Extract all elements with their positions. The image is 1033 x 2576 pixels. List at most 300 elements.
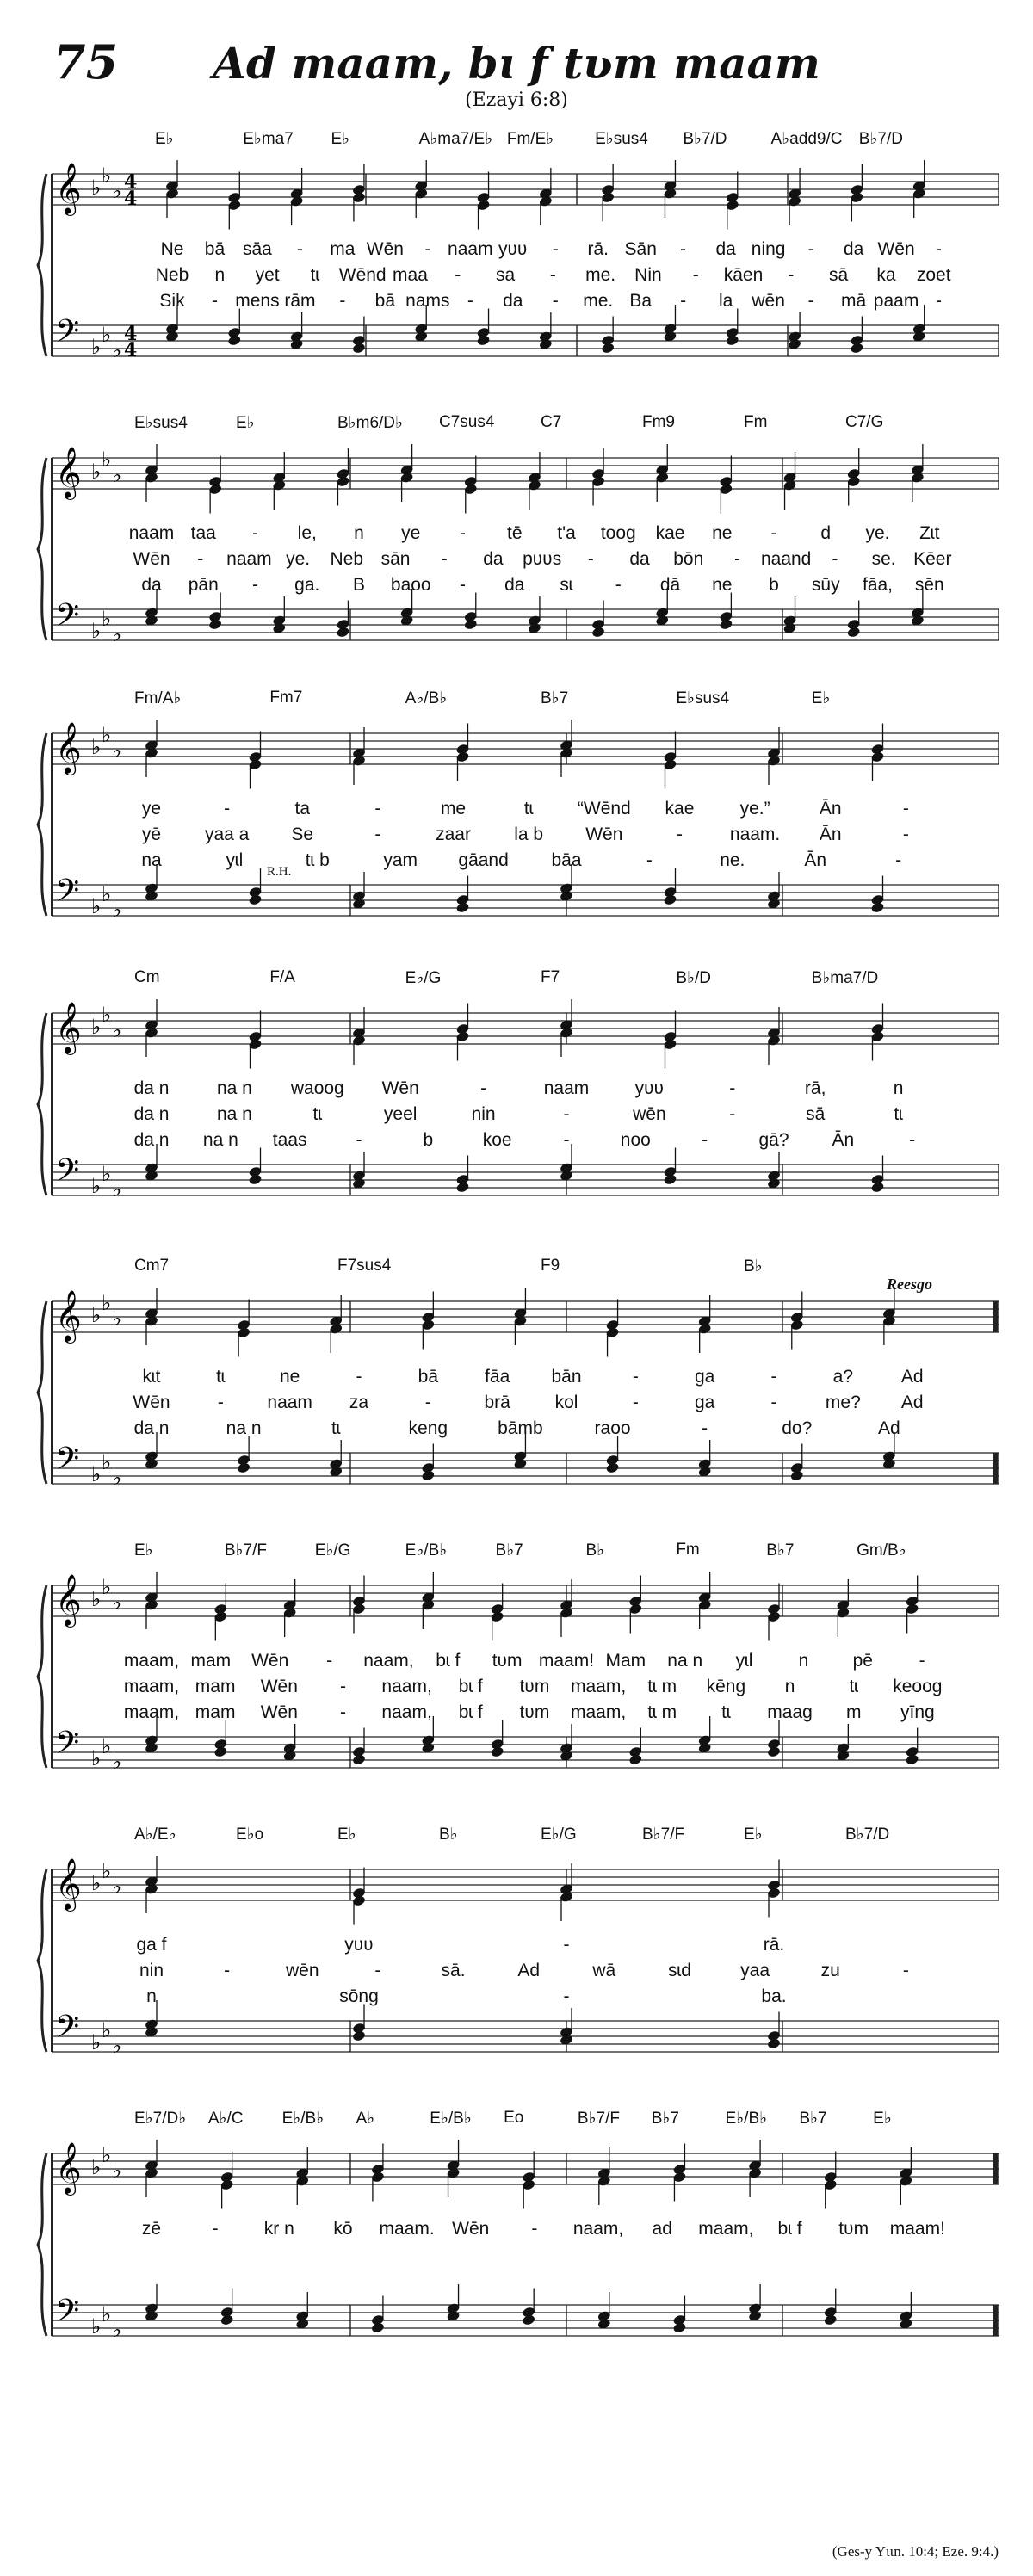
lyric-syllable: da xyxy=(503,291,523,311)
score-system xyxy=(52,129,999,387)
lyric-syllable: sa xyxy=(495,265,516,285)
lyric-syllable: Wēn xyxy=(381,1078,419,1098)
chord-symbol: E♭ma7 xyxy=(243,130,294,148)
chord-symbol: Cm7 xyxy=(134,1257,170,1275)
chord-symbol: B♭7 xyxy=(495,1541,523,1560)
hymn-number: 75 xyxy=(53,34,119,90)
lyric-syllable: naam, xyxy=(381,1677,432,1696)
lyric-syllable: yʋʋ xyxy=(344,1935,374,1955)
key-signature-flat: ♭ xyxy=(112,2159,122,2183)
lyric-syllable: Sān xyxy=(624,239,657,259)
lyric-syllable: Wēn xyxy=(585,825,623,844)
lyric-syllable: yeel xyxy=(383,1104,418,1124)
lyric-syllable: maa xyxy=(393,265,428,285)
lyric-syllable: Wēn xyxy=(366,239,404,259)
lyric-syllable: maam, xyxy=(570,1677,627,1696)
lyric-syllable: - xyxy=(895,850,902,870)
lyric-syllable: ye xyxy=(401,523,421,543)
chord-symbol: E♭ xyxy=(236,414,255,432)
lyric-syllable: da xyxy=(715,239,736,259)
lyric-syllable: ne xyxy=(712,575,733,595)
note-head xyxy=(352,342,367,354)
key-signature-flat: ♭ xyxy=(102,1859,112,1883)
chord-symbol: E♭/B♭ xyxy=(430,2110,472,2128)
note-head xyxy=(208,618,223,630)
chord-symbol: B♭ xyxy=(439,1825,458,1844)
chord-symbol: E♭/G xyxy=(541,1825,577,1844)
grand-staff-brace xyxy=(38,458,46,640)
lyric-syllable: maam, xyxy=(570,1702,627,1722)
lyric-syllable: - xyxy=(563,1130,570,1150)
lyric-syllable: ad xyxy=(652,2219,672,2239)
note-head xyxy=(789,1469,804,1481)
lyric-syllable: n xyxy=(784,1677,795,1696)
chord-symbol: B♭7/F xyxy=(642,1825,685,1844)
note-head xyxy=(870,901,885,913)
lyric-syllable: n xyxy=(893,1078,904,1098)
lyric-syllable: tɩ xyxy=(849,1677,858,1696)
lyric-syllable: - xyxy=(480,1078,487,1098)
lyric-syllable: t'a xyxy=(557,523,576,543)
lyric-syllable: zaar xyxy=(436,825,471,844)
score-system xyxy=(52,1257,999,1515)
grand-staff-brace xyxy=(38,174,46,356)
lyric-syllable: - xyxy=(909,1130,916,1150)
lyric-syllable: b xyxy=(769,575,779,595)
lyric-syllable: ne xyxy=(712,523,733,543)
lyric-syllable: naam xyxy=(128,523,175,543)
lyric-syllable: - xyxy=(339,291,346,311)
lyric-syllable: - xyxy=(224,1961,231,1980)
lyric-syllable: ne. xyxy=(720,850,745,870)
chord-symbol: Fm xyxy=(744,413,768,431)
lyric-syllable: me xyxy=(440,799,467,819)
lyric-syllable: ga xyxy=(694,1393,715,1412)
lyric-syllable: Neb xyxy=(330,549,364,569)
lyric-syllable: wēn xyxy=(286,1961,319,1980)
hymn-title: Ad maam, bɩ f tʋm maam xyxy=(213,38,820,89)
note-head xyxy=(352,2029,367,2042)
lyric-syllable: se. xyxy=(871,549,896,569)
note-head xyxy=(850,342,864,354)
lyric-syllable: B xyxy=(352,575,366,595)
lyric-syllable: Kēer xyxy=(913,549,952,569)
lyric-syllable: Ān xyxy=(819,799,842,819)
lyric-syllable: b xyxy=(423,1130,434,1150)
note-head xyxy=(463,618,478,630)
score-system xyxy=(52,413,999,671)
lyric-syllable: - xyxy=(680,239,687,259)
lyric-syllable: - xyxy=(733,549,740,569)
lyric-syllable: bāa xyxy=(551,850,582,870)
key-signature-flat: ♭ xyxy=(91,1587,102,1611)
lyric-syllable: bɩ f xyxy=(458,1677,483,1696)
key-signature-flat: ♭ xyxy=(112,1177,122,1202)
key-signature-flat: ♭ xyxy=(112,2318,122,2342)
chord-symbol: Fm7 xyxy=(269,689,303,707)
key-signature-flat: ♭ xyxy=(91,1462,102,1486)
lyric-syllable: - xyxy=(902,799,909,819)
lyric-syllable: bɩ f xyxy=(436,1651,461,1671)
key-signature-flat: ♭ xyxy=(102,723,112,747)
chord-symbol: Cm xyxy=(134,968,160,986)
lyric-syllable: - xyxy=(936,239,943,259)
lyric-syllable: - xyxy=(252,575,258,595)
lyric-syllable: - xyxy=(441,549,448,569)
lyric-syllable: sā. xyxy=(441,1961,466,1980)
note-head xyxy=(352,1753,367,1765)
lyric-syllable: - xyxy=(217,1393,224,1412)
chord-symbol: F/A xyxy=(269,968,295,986)
lyric-syllable: bā xyxy=(204,239,226,259)
lyric-syllable: - xyxy=(615,575,622,595)
lyric-syllable: na n xyxy=(216,1104,252,1124)
lyric-syllable: - xyxy=(587,549,594,569)
lyric-syllable: ta xyxy=(294,799,311,819)
chord-symbol: E♭sus4 xyxy=(676,689,730,707)
lyric-syllable: maam, xyxy=(123,1677,180,1696)
lyric-syllable: - xyxy=(374,799,381,819)
chord-symbol: E♭7/D♭ xyxy=(134,2110,187,2128)
lyric-syllable: - xyxy=(374,825,381,844)
lyric-syllable: - xyxy=(339,1702,346,1722)
bass-clef: 𝄢 xyxy=(55,2293,80,2337)
lyric-syllable: naam, xyxy=(572,2219,624,2239)
lyric-syllable: da xyxy=(629,549,650,569)
lyric-syllable: - xyxy=(460,523,466,543)
lyric-syllable: maam, xyxy=(123,1702,180,1722)
lyric-syllable: - xyxy=(770,1367,777,1387)
staff-notation xyxy=(52,1825,999,2083)
key-signature-flat: ♭ xyxy=(102,1575,112,1599)
lyric-syllable: Sik xyxy=(159,291,185,311)
lyric-syllable: da xyxy=(483,549,504,569)
lyric-syllable: Ad xyxy=(900,1393,924,1412)
key-signature-flat: ♭ xyxy=(112,338,122,362)
key-signature-flat: ♭ xyxy=(102,1291,112,1315)
lyric-syllable: kol xyxy=(554,1393,578,1412)
lyric-syllable: maam! xyxy=(538,1651,595,1671)
lyric-syllable: naam. xyxy=(729,825,781,844)
lyric-syllable: la xyxy=(718,291,733,311)
lyric-syllable: rām xyxy=(284,291,316,311)
chord-symbol: Fm/A♭ xyxy=(134,689,182,707)
lyric-syllable: tɩ m xyxy=(647,1702,677,1722)
lyric-syllable: ye xyxy=(141,799,162,819)
key-signature-flat: ♭ xyxy=(112,898,122,922)
lyric-syllable: na n xyxy=(226,1418,262,1438)
lyric-syllable: yam xyxy=(383,850,418,870)
lyric-syllable: fāa xyxy=(485,1367,510,1387)
key-signature-flat: ♭ xyxy=(112,179,122,203)
lyric-syllable: baoo xyxy=(390,575,431,595)
bass-clef: 𝄢 xyxy=(55,1152,80,1196)
lyric-syllable: - xyxy=(919,1651,925,1671)
lyric-syllable: pʋʋs xyxy=(523,549,562,569)
lyric-syllable: - xyxy=(646,850,653,870)
lyric-syllable: kō xyxy=(333,2219,353,2239)
chord-symbol: A♭/E♭ xyxy=(134,1825,176,1844)
chord-symbol: E♭ xyxy=(337,1825,356,1844)
lyric-syllable: yet xyxy=(255,265,280,285)
lyric-syllable: ga f xyxy=(136,1935,167,1955)
lyric-syllable: Wēnd xyxy=(338,265,387,285)
chord-symbol: E♭ xyxy=(873,2110,892,2128)
lyric-syllable: na n xyxy=(216,1078,252,1098)
lyric-syllable: bōn xyxy=(673,549,704,569)
lyric-syllable: - xyxy=(807,239,814,259)
bass-clef: 𝄢 xyxy=(55,1725,80,1769)
chord-symbol: C7sus4 xyxy=(439,413,495,431)
key-signature-flat: ♭ xyxy=(102,1003,112,1027)
lyric-syllable: n xyxy=(354,523,364,543)
lyric-syllable: Nin xyxy=(634,265,662,285)
chord-symbol: Fm xyxy=(676,1541,700,1559)
lyric-syllable: do? xyxy=(782,1418,813,1438)
treble-clef: 𝄞 xyxy=(55,722,82,774)
chord-symbol: F9 xyxy=(541,1257,560,1275)
key-signature-flat: ♭ xyxy=(112,1307,122,1331)
lyric-syllable: kēng xyxy=(706,1677,746,1696)
grand-staff-brace xyxy=(38,2153,46,2336)
lyric-syllable: bā xyxy=(374,291,396,311)
note-head xyxy=(663,1173,677,1185)
lyric-syllable: maag xyxy=(767,1702,813,1722)
lyric-syllable: - xyxy=(212,2219,219,2239)
lyric-syllable: maam, xyxy=(698,2219,754,2239)
lyric-syllable: tʋm xyxy=(838,2219,869,2239)
lyric-syllable: naand xyxy=(760,549,812,569)
lyric-syllable: Ad xyxy=(900,1367,924,1387)
key-signature-flat: ♭ xyxy=(91,2314,102,2338)
lyric-syllable: n xyxy=(798,1651,809,1671)
lyric-syllable: kae xyxy=(665,799,695,819)
lyric-syllable: da n xyxy=(133,1418,170,1438)
lyric-syllable: sēn xyxy=(914,575,944,595)
lyric-syllable: mens xyxy=(235,291,280,311)
lyric-syllable: Wēn xyxy=(877,239,915,259)
hymn-header xyxy=(0,0,1033,111)
lyric-syllable: n xyxy=(146,1986,157,2006)
treble-clef: 𝄞 xyxy=(55,163,82,214)
chord-symbol: E♭ xyxy=(155,130,174,148)
lyric-syllable: na n xyxy=(202,1130,238,1150)
lyric-syllable: Ad xyxy=(878,1418,900,1438)
chord-symbol: A♭ma7/E♭ xyxy=(418,130,493,148)
lyric-syllable: tɩ xyxy=(523,799,534,819)
lyric-syllable: naam xyxy=(543,1078,590,1098)
lyric-syllable: tɩ xyxy=(310,265,320,285)
lyric-syllable: da n xyxy=(133,1130,170,1150)
lyric-syllable: le, xyxy=(297,523,317,543)
lyric-syllable: - xyxy=(252,523,258,543)
lyric-syllable: bān xyxy=(551,1367,582,1387)
key-signature-flat: ♭ xyxy=(91,735,102,759)
lyric-syllable: zē xyxy=(141,2219,162,2239)
lyric-syllable: - xyxy=(770,1393,777,1412)
bass-clef: 𝄢 xyxy=(55,2009,80,2053)
treble-clef: 𝄞 xyxy=(55,2142,82,2194)
lyric-syllable: - xyxy=(902,1961,909,1980)
lyric-syllable: paam xyxy=(873,291,919,311)
bass-clef: 𝄢 xyxy=(55,597,80,641)
lyric-syllable: bāmb xyxy=(498,1418,543,1438)
score-system xyxy=(52,1825,999,2083)
chord-symbol: A♭ xyxy=(356,2110,375,2128)
chord-symbol: E♭ xyxy=(744,1825,763,1844)
lyric-syllable: wā xyxy=(592,1961,616,1980)
lyric-syllable: raoo xyxy=(594,1418,631,1438)
lyric-syllable: yaa a xyxy=(204,825,250,844)
key-signature-flat: ♭ xyxy=(112,1018,122,1042)
lyric-syllable: - xyxy=(770,523,777,543)
chord-symbol: Fm/E♭ xyxy=(506,130,554,148)
note-head xyxy=(905,1753,919,1765)
lyric-syllable: noo xyxy=(620,1130,651,1150)
chord-symbol: F7 xyxy=(541,968,560,986)
chord-symbol: E♭ xyxy=(331,130,350,148)
note-head xyxy=(846,626,861,638)
lyric-syllable: - xyxy=(197,549,204,569)
chord-symbol: C7/G xyxy=(845,413,884,431)
grand-staff-brace xyxy=(38,1869,46,2052)
chord-symbol: E♭/B♭ xyxy=(405,1541,448,1560)
key-signature-flat: ♭ xyxy=(91,894,102,918)
lyric-syllable: - xyxy=(467,291,473,311)
lyric-syllable: mam xyxy=(195,1702,236,1722)
lyric-syllable: Wēn xyxy=(452,2219,490,2239)
key-signature-flat: ♭ xyxy=(102,2018,112,2042)
lyric-syllable: Ba xyxy=(629,291,653,311)
chord-symbol: B♭7 xyxy=(651,2110,679,2128)
lyric-syllable: tɩ xyxy=(721,1702,731,1722)
key-signature-flat: ♭ xyxy=(91,619,102,643)
lyric-syllable: tʋm xyxy=(519,1702,550,1722)
bass-clef: 𝄢 xyxy=(55,873,80,917)
lyric-syllable: kāen xyxy=(723,265,764,285)
chord-symbol: E♭/G xyxy=(405,969,442,987)
note-head xyxy=(725,334,739,346)
lyric-syllable: “Wēnd xyxy=(577,799,631,819)
note-head xyxy=(663,893,677,905)
chord-symbol: A♭add9/C xyxy=(770,130,843,148)
lyric-syllable: - xyxy=(729,1104,736,1124)
lyric-syllable: da xyxy=(843,239,864,259)
lyric-syllable: pē xyxy=(852,1651,873,1671)
lyric-syllable: da n xyxy=(133,1104,170,1124)
score-system xyxy=(52,968,999,1226)
lyric-syllable: ye. xyxy=(865,523,890,543)
lyric-syllable: - xyxy=(936,291,943,311)
key-signature-flat: ♭ xyxy=(112,1591,122,1615)
lyric-syllable: tɩ m xyxy=(647,1677,677,1696)
note-head xyxy=(490,1745,504,1757)
lyric-syllable: ning xyxy=(751,239,786,259)
lyric-syllable: naam xyxy=(448,239,493,259)
lyric-syllable: - xyxy=(680,291,687,311)
key-signature-flat: ♭ xyxy=(102,2302,112,2326)
key-signature-flat: ♭ xyxy=(102,1734,112,1758)
lyric-syllable: - xyxy=(702,1130,708,1150)
key-signature-flat: ♭ xyxy=(102,1162,112,1186)
key-signature-flat: ♭ xyxy=(91,176,102,200)
lyric-syllable: Mam xyxy=(605,1651,646,1671)
treble-clef: 𝄞 xyxy=(55,1290,82,1342)
key-signature-flat: ♭ xyxy=(102,607,112,631)
chord-symbol: F7sus4 xyxy=(337,1257,392,1275)
lyric-syllable: - xyxy=(455,265,461,285)
lyric-syllable: - xyxy=(296,239,303,259)
lyric-syllable: kae xyxy=(655,523,685,543)
note-head xyxy=(870,1181,885,1193)
lyric-syllable: - xyxy=(788,265,795,285)
lyric-syllable: nams xyxy=(405,291,450,311)
chord-symbol: B♭ xyxy=(585,1541,605,1560)
lyric-syllable: rā. xyxy=(763,1935,785,1955)
chord-symbol: B♭7 xyxy=(541,689,569,707)
lyric-syllable: fāa, xyxy=(862,575,894,595)
note-head xyxy=(227,334,242,346)
lyric-syllable: tɩ b xyxy=(305,850,330,870)
lyric-syllable: - xyxy=(832,549,838,569)
note-head xyxy=(476,334,491,346)
lyric-syllable: koe xyxy=(482,1130,512,1150)
note-head xyxy=(823,2313,838,2326)
lyric-syllable: la b xyxy=(514,825,544,844)
lyric-syllable: tē xyxy=(506,523,523,543)
lyric-syllable: ye.” xyxy=(739,799,770,819)
chord-symbol: E♭sus4 xyxy=(134,414,188,432)
lyric-syllable: ga xyxy=(694,1367,715,1387)
chord-symbol: E♭/B♭ xyxy=(281,2110,325,2128)
lyric-syllable: - xyxy=(632,1367,639,1387)
time-signature: 4 xyxy=(124,171,138,194)
chord-symbol: A♭/C xyxy=(207,2110,244,2128)
note-head xyxy=(248,1173,263,1185)
lyric-syllable: n xyxy=(214,265,226,285)
lyric-syllable: Ān xyxy=(804,850,827,870)
lyric-syllable: keng xyxy=(408,1418,448,1438)
lyric-syllable: - xyxy=(531,2219,538,2239)
note-head xyxy=(248,893,263,905)
score-system xyxy=(52,1541,999,1799)
lyric-syllable: brā xyxy=(484,1393,510,1412)
lyric-syllable: tʋm xyxy=(492,1651,523,1671)
key-signature-flat: ♭ xyxy=(91,1871,102,1895)
chord-symbol: B♭7/F xyxy=(577,2110,620,2128)
lyric-syllable: m xyxy=(845,1702,862,1722)
lyric-syllable: yɩl xyxy=(735,1651,753,1671)
final-barline xyxy=(993,2153,998,2184)
lyric-syllable: - xyxy=(424,239,431,259)
lyric-syllable: me? xyxy=(825,1393,861,1412)
lyric-syllable: - xyxy=(339,1677,346,1696)
lyric-syllable: taas xyxy=(272,1130,307,1150)
lyric-syllable: rā. xyxy=(587,239,609,259)
lyric-syllable: rā, xyxy=(804,1078,826,1098)
lyric-syllable: sōng xyxy=(339,1986,379,2006)
lyric-syllable: yē xyxy=(141,825,162,844)
lyric-syllable: sɩd xyxy=(668,1961,691,1980)
lyric-syllable: mā xyxy=(840,291,867,311)
lyric-syllable: Ān xyxy=(832,1130,855,1150)
chord-symbol: B♭m6/D♭ xyxy=(337,414,403,432)
lyric-syllable: ga. xyxy=(294,575,320,595)
lyric-syllable: Ne xyxy=(160,239,184,259)
lyric-syllable: yīng xyxy=(900,1702,935,1722)
chord-symbol: B♭7 xyxy=(766,1541,795,1560)
chord-symbol: B♭7/D xyxy=(683,130,727,148)
